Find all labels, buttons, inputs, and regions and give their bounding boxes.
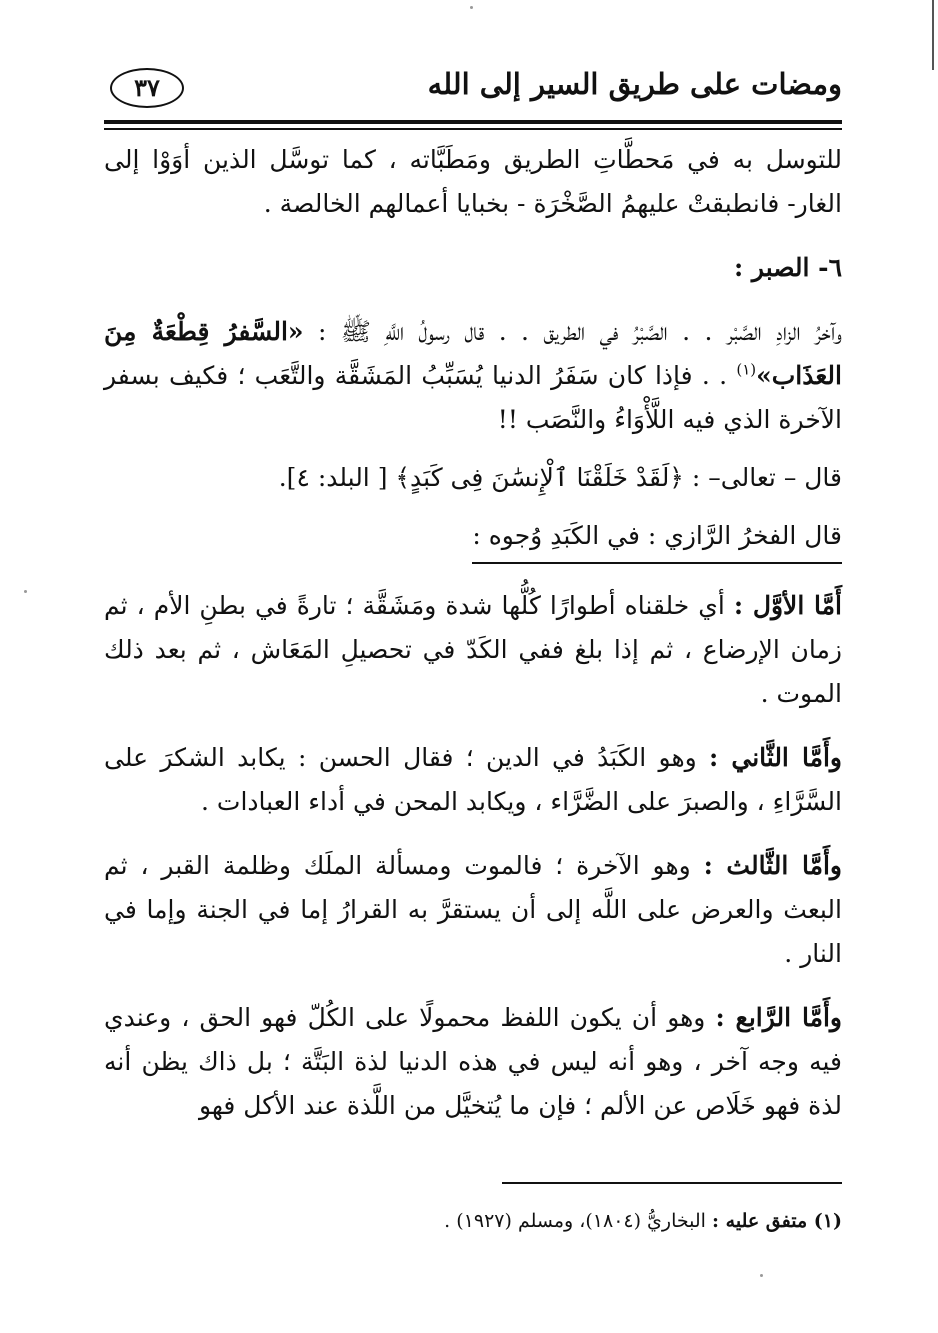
paragraph-text: . . فإذا كان سَفَرُ الدنيا يُسَبِّبُ المَشَقَّة والتَّعَب ؛ فكيف بسفر الآخرة الذي فيه اللَّأْوَاءُ والنَّصَب !! bbox=[104, 361, 842, 434]
footnote bbox=[104, 1206, 842, 1236]
paragraph-text: للتوسل به في مَحطَّاتِ الطريق ومَطَبَّاته ، كما توسَّل الذين أوَوْا إلى الغار- فانطبقتْ عليهمُ الصَّخْرَة - بخبايا أعمالهم الخالصة . bbox=[104, 145, 842, 218]
paragraph-text: وهو الكَبَدُ في الدين ؛ فقال الحسن : يكابد الشكرَ على السَّرَّاءِ ، والصبرَ على الضَّرَّاء ، ويكابد المحن في أداء العبادات . bbox=[104, 743, 842, 816]
paragraph-lead: وأَمَّا الرَّابع : bbox=[715, 1003, 842, 1032]
paragraph-text: وآخرُ الزادِ الصَّبْر . . الصَّبْرُ في الطريق . . قال رسولُ اللَّهِ ﷺ : bbox=[317, 317, 842, 346]
verse-text: قال – تعالى– : ﴿لَقَدْ خَلَقْنَا ٱلْإِنسَٰنَ فِى كَبَدٍ﴾ [ البلد: ٤]. bbox=[278, 463, 842, 492]
paragraph-first bbox=[104, 584, 842, 716]
page-header bbox=[104, 50, 842, 120]
paragraph-patience bbox=[104, 310, 842, 442]
section-heading bbox=[104, 246, 842, 290]
heading-text: ٦- الصبر : bbox=[733, 253, 842, 282]
paragraph-third bbox=[104, 844, 842, 976]
footnote-rule bbox=[502, 1182, 842, 1184]
page-body bbox=[104, 138, 842, 1128]
paragraph-fourth bbox=[104, 996, 842, 1128]
paragraph-text: أي خلقناه أطوارًا كُلُّها شدة ومَشَقَّة ؛ تارةً في بطنِ الأم ، ثم زمان الإرضاع ، ثم إذا بلغ ففي الكَدّ في تحصيلِ المَعَاش ، ثم بعد ذلك الموت . bbox=[104, 591, 842, 708]
paragraph-lead: وأَمَّا الثَّالث : bbox=[703, 851, 842, 880]
paragraph-second bbox=[104, 736, 842, 824]
scan-edge-line bbox=[932, 0, 934, 70]
paragraph-continuation bbox=[104, 138, 842, 226]
footnote-marker: (١) bbox=[736, 360, 757, 379]
header-rule-thick bbox=[104, 120, 842, 124]
footnote-lead: (١) متفق عليه : bbox=[712, 1210, 842, 1232]
running-title: ومضات على طريق السير إلى الله bbox=[427, 67, 842, 101]
book-page bbox=[104, 40, 842, 1310]
razi-quote-line bbox=[104, 514, 842, 564]
scan-speck bbox=[24, 590, 27, 593]
scan-speck bbox=[470, 6, 473, 9]
paragraph-text: وهو الآخرة ؛ فالموت ومسألة الملَك وظلمة القبر ، ثم البعث والعرض على اللَّه إلى أن يستقرَّ به القرارُ إما في الجنة وإما في النار . bbox=[104, 851, 842, 968]
footnote-text: البخاريُّ (١٨٠٤)، ومسلم (١٩٢٧) . bbox=[444, 1210, 713, 1232]
paragraph-lead: وأَمَّا الثَّاني : bbox=[709, 743, 842, 772]
paragraph-lead: أَمَّا الأوَّل : bbox=[733, 591, 842, 620]
quran-verse-line bbox=[104, 456, 842, 500]
hadith-quote: «السَّفرُ قِطْعَةٌ مِنَ العَذَاب» bbox=[104, 317, 842, 390]
page-number: ٣٧ bbox=[110, 68, 184, 108]
razi-intro: قال الفخرُ الرَّازي : في الكَبَدِ وُجوه : bbox=[472, 514, 842, 564]
paragraph-text: وهو أن يكون اللفظ محمولًا على الكُلّ فهو الحق ، وعندي فيه وجه آخر ، وهو أنه ليس في هذه الدنيا لذة البَتَّة ؛ بل ذاك يظن أنه لذة فهو خَلَاص عن الألم ؛ فإن ما يُتخيَّل من اللَّذة عند الأكل فهو bbox=[104, 1003, 842, 1120]
header-rule-thin bbox=[104, 128, 842, 130]
